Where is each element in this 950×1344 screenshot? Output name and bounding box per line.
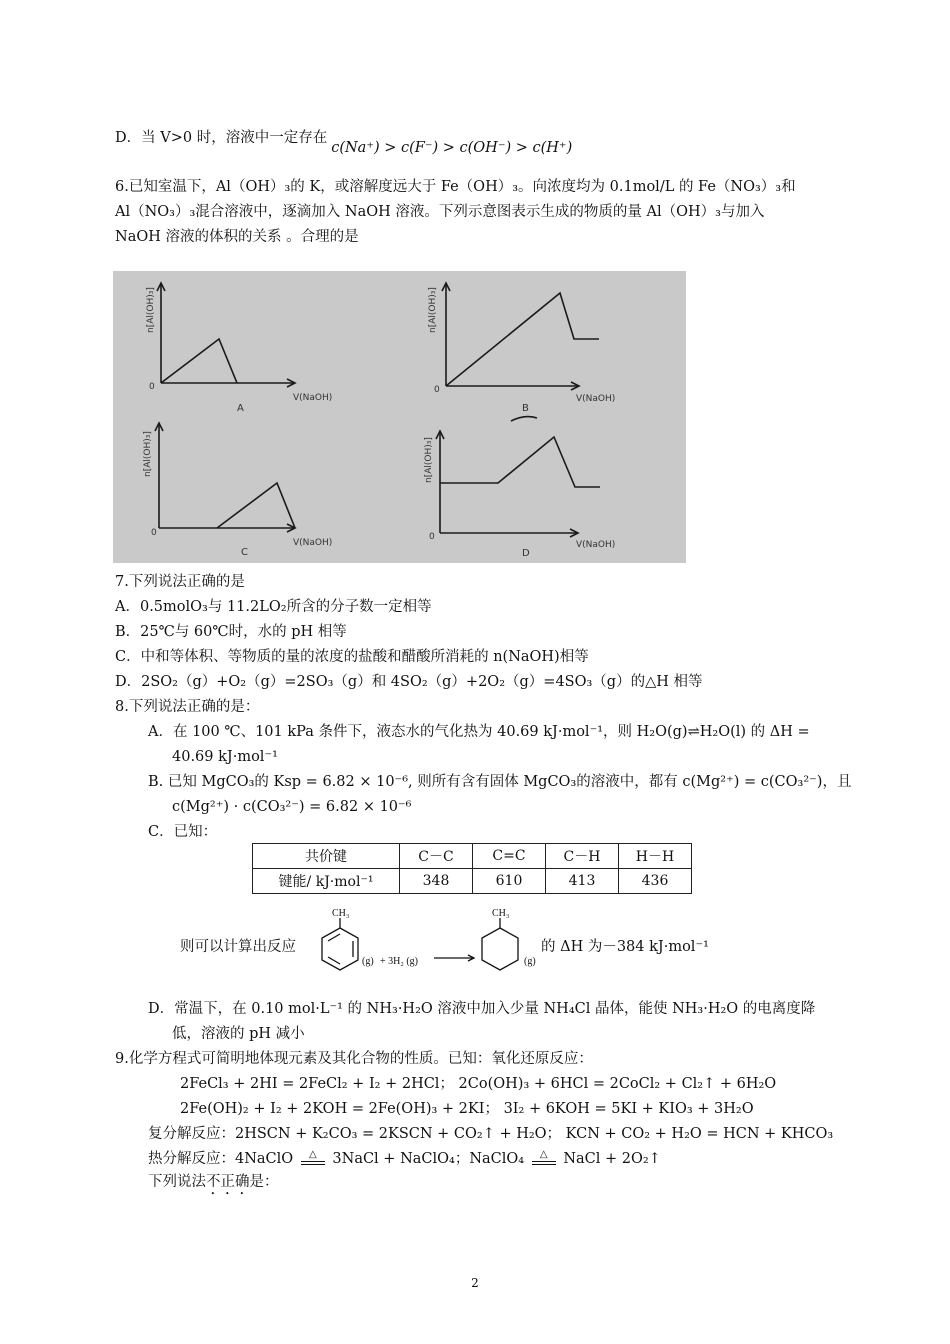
q7-option-d: D．2SO₂（g）+O₂（g）=2SO₃（g）和 4SO₂（g）+2O₂（g）=4SO₃（g）的△H 相等 [115, 674, 703, 690]
q6-line-3: NaOH 溶液的体积的关系 。合理的是 [115, 229, 359, 245]
graph-c-origin: 0 [151, 528, 157, 538]
q8-reaction-prefix: 则可以计算出反应 [180, 939, 296, 955]
q6-graphs-figure [113, 271, 686, 563]
heat-sign-1 [298, 1149, 328, 1169]
graph-b-xlabel: V(NaOH) [576, 394, 616, 404]
graph-a-origin: 0 [149, 382, 155, 392]
graph-a-label: A [237, 403, 244, 414]
methylcyclohexane-structure [482, 918, 518, 970]
toluene-structure [322, 918, 358, 970]
q9-question [148, 1172, 279, 1198]
q8-option-a-line-2: 40.69 kJ·mol⁻¹ [172, 749, 278, 765]
q5-option-d-prefix: D．当 V>0 时，溶液中一定存在 [115, 130, 328, 146]
q7-option-a: A．0.5molO₃与 11.2LO₂所含的分子数一定相等 [115, 599, 432, 615]
q9-eq4-part-1: 热分解反应：4NaClO [148, 1151, 294, 1167]
q8-reaction-suffix: 的 ΔH 为－384 kJ·mol⁻¹ [541, 939, 709, 955]
graph-a-xlabel: V(NaOH) [293, 393, 333, 403]
q8-option-a-line-1: A．在 100 ℃、101 kPa 条件下，液态水的气化热为 40.69 kJ·mol⁻¹，则 H₂O(g)⇌H₂O(l) 的 ΔH = [148, 724, 810, 740]
q5-option-d-expression: c(Na⁺) > c(F⁻) > c(OH⁻) > c(H⁺) [331, 140, 573, 156]
table-header-cell: C=C [473, 844, 546, 869]
page-number: 2 [471, 1276, 479, 1290]
q9-eq4-part-3: NaCl + 2O₂↑ [563, 1151, 661, 1167]
q7-stem: 7.下列说法正确的是 [115, 574, 245, 590]
table-cell: 348 [400, 869, 473, 894]
q8-option-b-line-1: B. 已知 MgCO₃的 Ksp = 6.82 × 10⁻⁶, 则所有含有固体 MgCO₃的溶液中，都有 c(Mg²⁺) = c(CO₃²⁻)，且 [148, 774, 852, 790]
q9-equation-2: 2Fe(OH)₂ + I₂ + 2KOH = 2Fe(OH)₃ + 2KI； 3I₂ + 6KOH = 5KI + KIO₃ + 3H₂O [180, 1101, 754, 1117]
q8-option-d-line-1: D．常温下，在 0.10 mol·L⁻¹ 的 NH₃·H₂O 溶液中加入少量 NH₄Cl 晶体，能使 NH₃·H₂O 的电离度降 [148, 1001, 816, 1017]
product-phase: (g) [524, 956, 536, 967]
table-cell: 436 [619, 869, 692, 894]
toluene-ch3-label: CH₃ [332, 908, 350, 919]
q9-question-c: 是： [249, 1174, 279, 1190]
graph-b-ylabel: n[Al(OH)₃] [428, 287, 438, 333]
toluene-hydrogenation-reaction [310, 906, 550, 986]
q8-stem: 8.下列说法正确的是： [115, 699, 260, 715]
heat-delta-symbol: △ [539, 1149, 548, 1160]
graph-c-label: C [241, 547, 248, 558]
table-header-row [253, 844, 692, 869]
q9-eq4-part-2: 3NaCl + NaClO₄；NaClO₄ [332, 1151, 525, 1167]
equals-bar [532, 1161, 556, 1165]
q6-line-2: Al（NO₃）₃混合溶液中，逐滴加入 NaOH 溶液。下列示意图表示生成的物质的量 Al（OH）₃与加入 [115, 204, 765, 220]
heat-sign-2 [529, 1149, 559, 1169]
graph-a-ylabel: n[Al(OH)₃] [146, 287, 156, 333]
table-cell: 610 [473, 869, 546, 894]
table-cell: 键能/ kJ·mol⁻¹ [253, 869, 400, 894]
q9-equation-1: 2FeCl₃ + 2HI = 2FeCl₂ + I₂ + 2HCl； 2Co(OH)₃ + 6HCl = 2CoCl₂ + Cl₂↑ + 6H₂O [180, 1076, 777, 1092]
graph-d-xlabel: V(NaOH) [576, 540, 616, 550]
table-header-cell: 共价键 [253, 844, 400, 869]
table-row [253, 869, 692, 894]
q9-question-emphasis: 不正确 [206, 1174, 250, 1190]
q8-option-b-line-2: c(Mg²⁺) · c(CO₃²⁻) = 6.82 × 10⁻⁶ [172, 799, 412, 815]
graph-b-label: B [522, 403, 529, 414]
q9-equation-3: 复分解反应：2HSCN + K₂CO₃ = 2KSCN + CO₂↑ + H₂O； KCN + CO₂ + H₂O = HCN + KHCO₃ [148, 1126, 834, 1142]
graph-d-label: D [522, 548, 530, 559]
q6-line-1: 6.已知室温下，Al（OH）₃的 K，或溶解度远大于 Fe（OH）₃。向浓度均为 0.1mol/L 的 Fe（NO₃）₃和 [115, 179, 796, 195]
q8-option-d-line-2: 低，溶液的 pH 减小 [172, 1026, 305, 1042]
table-header-cell: C－H [546, 844, 619, 869]
q9-question-a: 下列说法 [148, 1174, 206, 1190]
graph-c-ylabel: n[Al(OH)₃] [143, 431, 153, 477]
q5-option-d [115, 128, 573, 156]
graph-b-origin: 0 [434, 385, 440, 395]
toluene-phase: (g) [362, 956, 374, 967]
q9-stem: 9.化学方程式可简明地体现元素及其化合物的性质。已知：氧化还原反应： [115, 1051, 593, 1067]
table-header-cell: C－C [400, 844, 473, 869]
q7-option-c: C．中和等体积、等物质的量的浓度的盐酸和醋酸所消耗的 n(NaOH)相等 [115, 649, 589, 665]
heat-delta-symbol: △ [308, 1149, 317, 1160]
table-cell: 413 [546, 869, 619, 894]
graph-d-ylabel: n[Al(OH)₃] [424, 437, 434, 483]
q7-option-b: B．25℃与 60℃时，水的 pH 相等 [115, 624, 347, 640]
q8-option-c: C．已知： [148, 824, 218, 840]
graph-c-xlabel: V(NaOH) [293, 538, 333, 548]
bond-energy-table [252, 843, 692, 894]
equals-bar [301, 1161, 325, 1165]
q9-equation-4 [148, 1149, 661, 1169]
graph-d-origin: 0 [429, 532, 435, 542]
table-header-cell: H－H [619, 844, 692, 869]
hydrogen-term: + 3H₂ (g) [380, 956, 419, 967]
figure-background [113, 271, 686, 563]
product-ch3-label: CH₃ [492, 908, 510, 919]
